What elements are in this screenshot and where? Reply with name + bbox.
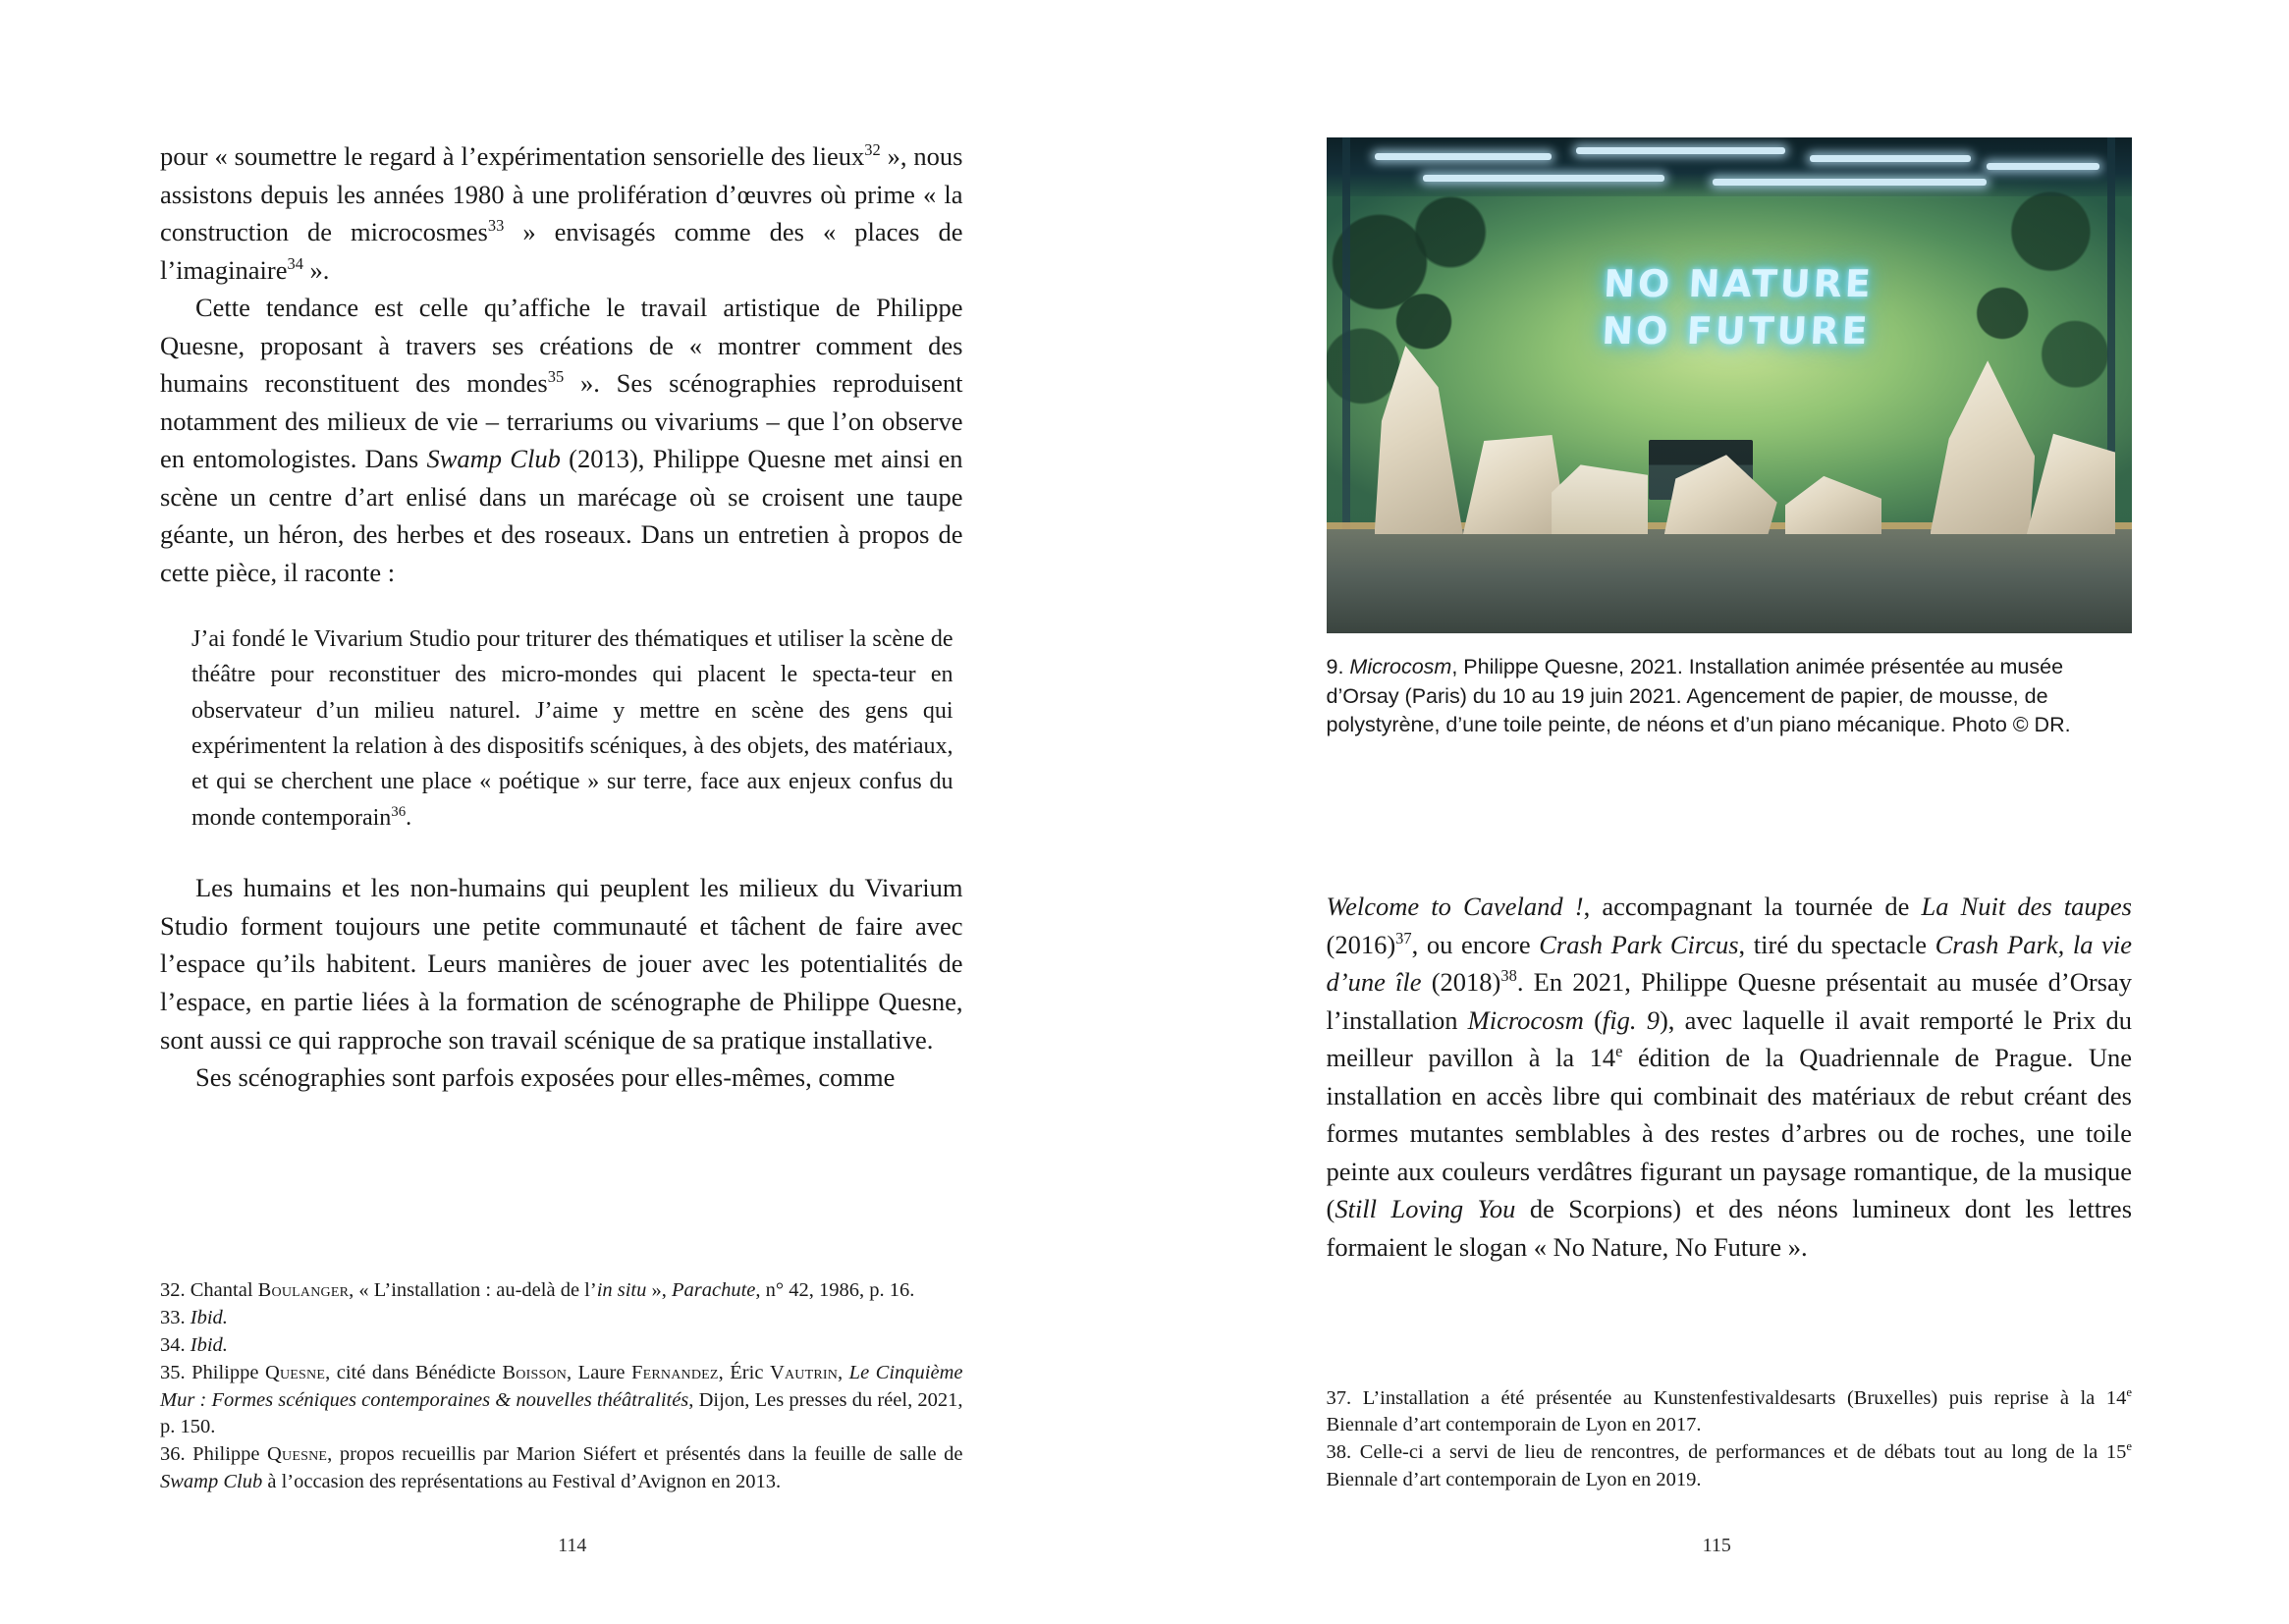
left-body-text-after — [160, 869, 963, 1096]
neon-tube-icon — [1576, 147, 1785, 154]
footnote-33: 33. Ibid. — [160, 1306, 228, 1328]
block-quote-text: J’ai fondé le Vivarium Studio pour triturer des thématiques et utiliser la scène de théâtre pour reconstituer des micro-mondes qui placent le specta-teur en observateur d’un milieu naturel. J’aime y mettre en scène des gens qui expérimentent la relation à des dispositifs scéniques, à des objets, des matériaux, et qui se cherchent une place « poétique » sur terre, face aux enjeux confus du monde contemporain$^{36}$. — [191, 625, 954, 831]
page-number-left: 114 — [558, 1535, 587, 1556]
left-footnotes — [160, 1277, 963, 1496]
stage-floor — [1327, 529, 2132, 633]
neon-tube-icon — [1713, 179, 1987, 186]
neon-tube-icon — [1423, 175, 1664, 182]
stage-frame-post — [1342, 137, 1350, 544]
paragraph-4: Ses scénographies sont parfois exposées pour elles-mêmes, comme — [195, 1062, 896, 1093]
page-right — [1145, 0, 2289, 1624]
footnote-36: 36. Philippe Quesne, propos recueillis par Marion Siéfert et présentés dans la feuille de salle de Swamp Club à l’occasion des représentations au Festival d’Avignon en 2013. — [160, 1443, 963, 1493]
figure-9 — [1327, 137, 2133, 740]
neon-sign — [1565, 261, 1908, 354]
footnote-37: 37. L’installation a été présentée au Kunstenfestivaldesarts (Bruxelles) puis reprise à la 14e Biennale d’art contemporain de Lyon en 2017. — [1326, 1384, 2132, 1436]
paragraph-2: Cette tendance est celle qu’affiche le travail artistique de Philippe Quesne, proposant à travers ses créations de « montrer comment des humains reconstituent des mondes$^{35}$ ». Ses scénographies reproduisent notamment des milieux de vie – terrariums ou vivariums – que l’on observe en entomologistes. Dans Swamp Club (2013), Philippe Quesne met ainsi en scène un centre d’art enlisé dans un marécage où se croisent une taupe géante, un héron, des herbes et des roseaux. Dans un entretien à propos de cette pièce, il raconte : — [160, 293, 963, 588]
neon-sign-line-1: NO NATURE — [1602, 262, 1875, 306]
left-body-text — [160, 137, 963, 592]
paragraph-1: pour « soumettre le regard à l’expérimentation sensorielle des lieux$^{32}$ », nous assistons depuis les années 1980 à une prolifération d’œuvres où prime « la construction de microcosmes$^{33}$ » envisagés comme des « places de l’imaginaire$^{34}$ ». — [160, 140, 963, 285]
footnote-32: 32. Chantal Boulanger, « L’installation : au-delà de l’in situ », Parachute, n° 42, 1986, p. 16. — [160, 1279, 915, 1301]
block-quote — [160, 622, 963, 837]
footnote-35: 35. Philippe Quesne, cité dans Bénédicte Boisson, Laure Fernandez, Éric Vautrin, Le Cinquième Mur : Formes scéniques contemporaines & nouvelles théâtralités, Dijon, Les presses du réel, 2021, p. 150. — [160, 1361, 963, 1438]
neon-sign-line-2: NO FUTURE — [1600, 308, 1872, 352]
paragraph-3: Les humains et les non-humains qui peuplent les milieux du Vivarium Studio forment toujours une petite communauté et tâchent de faire avec l’espace qu’ils habitent. Leurs manières de jouer avec les potentialités de l’espace, en partie liées à la formation de scénographe de Philippe Quesne, sont aussi ce qui rapproche son travail scénique de sa pratique installative. — [160, 873, 963, 1055]
footnote-34: 34. Ibid. — [160, 1333, 228, 1356]
neon-tube-icon — [1375, 153, 1552, 160]
figure-9-image — [1327, 137, 2132, 633]
paragraph-5: Welcome to Caveland !, accompagnant la tournée de La Nuit des taupes $(2016)^{37}$, ou encore Crash Park Circus, tiré du spectacle Crash Park, la vie d’une île $(2018)^{38}$. En 2021, Philippe Quesne présentait au musée d’Orsay l’installation Microcosm (fig. 9), avec laquelle il avait remporté le Prix du meilleur pavillon à la 14e édition de la Quadriennale de Prague. Une installation en accès libre qui combinait des matériaux de rebut créant des formes mutantes semblables à des restes d’arbres ou de roches, une toile peinte aux couleurs verdâtres figurant un paysage romantique, de la musique (Still Loving You de Scorpions) et des néons lumineux dont les lettres formaient le slogan « No Nature, No Future ». — [1326, 891, 2133, 1262]
right-body-text — [1327, 888, 2133, 1266]
page-number-right: 115 — [1702, 1535, 1731, 1556]
figure-9-caption: 9. Microcosm, Philippe Quesne, 2021. Installation animée présentée au musée d’Orsay (Paris) du 10 au 19 juin 2021. Agencement de papier, de mousse, de polystyrène, d’une toile peinte, de néons et d’un piano mécanique. Photo © DR. — [1326, 655, 2071, 737]
right-footnotes — [1327, 1385, 2133, 1495]
neon-tube-icon — [1810, 155, 1971, 162]
neon-tube-icon — [1987, 163, 2099, 170]
footnote-38: 38. Celle-ci a servi de lieu de rencontres, de performances et de débats tout au long de la 15e Biennale d’art contemporain de Lyon en 2019. — [1326, 1439, 2132, 1491]
